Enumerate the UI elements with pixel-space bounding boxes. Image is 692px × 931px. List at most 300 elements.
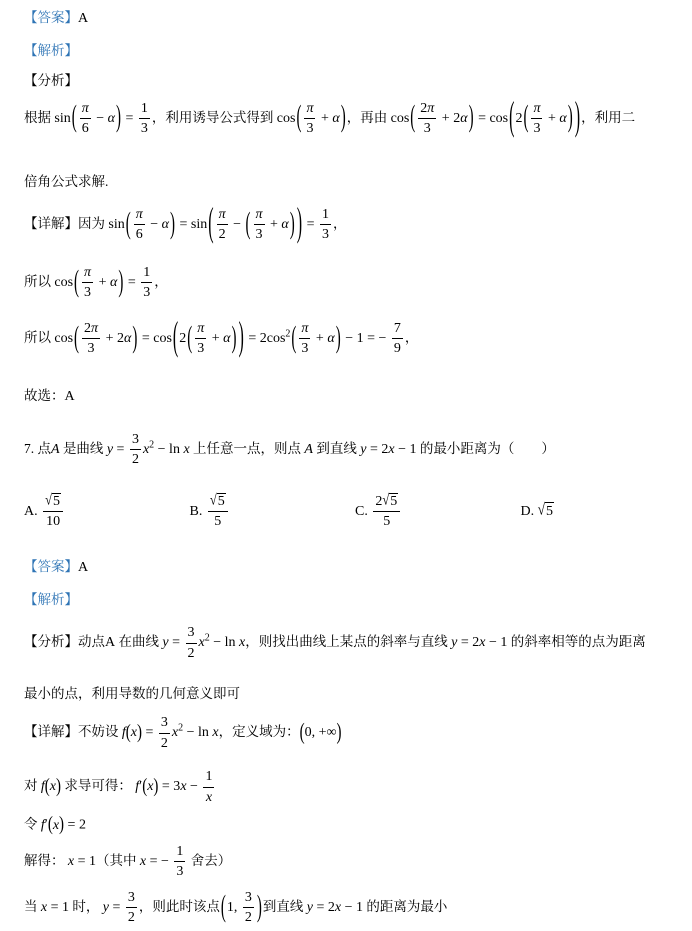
math-variable: y — [106, 441, 114, 457]
stretchy-paren-open: ( — [410, 101, 416, 135]
sqrt-radical — [382, 491, 398, 509]
math-roman: = 2 — [366, 441, 389, 457]
math-variable: x — [198, 635, 205, 651]
option-b — [190, 493, 356, 531]
numerator — [203, 768, 214, 788]
fraction — [418, 100, 436, 138]
math-roman: 2 — [84, 320, 92, 336]
math-roman: cos — [276, 110, 296, 126]
fenxi-para-q7 — [24, 624, 686, 662]
stretchy-paren-open: ( — [74, 321, 80, 355]
numerator — [43, 493, 63, 513]
stretchy-paren-close: ) — [335, 321, 341, 355]
math-variable: A — [51, 441, 60, 457]
cjk-text: ， — [154, 273, 168, 289]
math-variable: x — [147, 779, 154, 795]
cjk-text: 舍去） — [187, 852, 232, 868]
radicand — [389, 493, 398, 508]
math-roman: + — [208, 330, 224, 346]
math-variable: π — [91, 320, 99, 336]
numerator — [254, 206, 265, 226]
cjk-text: 【详解】不妨设 — [24, 724, 122, 740]
denominator — [134, 225, 145, 244]
fraction — [134, 206, 145, 244]
stretchy-paren-open: ( — [208, 202, 214, 245]
fraction — [174, 843, 185, 881]
denominator — [126, 908, 137, 927]
math-variable: π — [255, 206, 263, 222]
stretchy-paren-close: ) — [336, 720, 342, 746]
math-roman: cos — [489, 110, 509, 126]
math-variable: α — [161, 216, 169, 232]
math-variable: α — [460, 110, 468, 126]
stretchy-paren-close: ) — [55, 776, 61, 798]
numerator — [82, 264, 93, 284]
cjk-text: 7. 点 — [24, 440, 51, 456]
cjk-text: ，则此时该点 — [138, 898, 220, 914]
cjk-text: ， — [404, 329, 419, 345]
math-roman: 3 — [255, 227, 263, 243]
math-roman: = — [141, 725, 157, 741]
fraction — [82, 320, 100, 358]
math-roman: 1, — [226, 899, 241, 915]
math-roman: = — [303, 216, 319, 232]
denominator — [531, 119, 542, 138]
sqrt-radical — [537, 500, 554, 520]
math-roman: = — [474, 110, 490, 126]
let-line-q7 — [24, 814, 686, 837]
stretchy-paren-close: ) — [153, 776, 159, 798]
stretchy-paren-close: ) — [170, 207, 175, 241]
denominator — [80, 119, 91, 138]
stretchy-paren-open: ( — [245, 207, 251, 241]
numerator — [299, 320, 310, 340]
math-roman: 2 — [187, 645, 195, 661]
numerator — [126, 889, 137, 909]
stretchy-paren-close: ) — [340, 101, 346, 135]
math-roman: A — [64, 388, 75, 404]
cjk-text: 最小的点，利用导数的几何意义即可 — [24, 686, 240, 701]
math-variable: π — [197, 320, 205, 336]
math-roman: cos — [54, 274, 74, 290]
numerator — [159, 714, 170, 734]
paren-content — [80, 320, 132, 357]
numerator — [392, 320, 403, 340]
fraction — [299, 320, 310, 358]
stretchy-paren-close: ) — [256, 890, 262, 924]
math-roman: 2 — [160, 735, 168, 751]
radicand — [545, 502, 554, 518]
math-roman: 5 — [546, 504, 554, 520]
math-variable: π — [84, 264, 92, 280]
math-variable: α — [123, 330, 132, 346]
sqrt-radical — [209, 491, 226, 509]
paren-content — [193, 320, 231, 357]
denominator — [373, 512, 400, 531]
analysis-formula-para-q6 — [24, 96, 686, 139]
math-roman: cos — [153, 330, 172, 346]
fraction — [195, 320, 206, 358]
fraction — [159, 714, 170, 752]
denominator — [392, 339, 403, 358]
stretchy-paren-open: ( — [125, 207, 131, 241]
math-roman: = 2 — [312, 899, 335, 915]
superscript: 2 — [149, 439, 155, 451]
cjk-text: 根据 — [24, 109, 55, 125]
superscript: 2 — [285, 328, 291, 340]
math-roman: sin — [54, 110, 71, 126]
analysis-text-cont-q6 — [24, 172, 686, 192]
denominator — [217, 225, 228, 244]
option-label: B. — [189, 503, 206, 519]
stretchy-paren-open: ( — [296, 101, 302, 135]
math-variable: α — [281, 216, 289, 232]
math-roman: − ln — [209, 635, 240, 651]
denominator — [186, 644, 197, 663]
jiexi-label-q7 — [24, 590, 686, 610]
denominator — [299, 339, 310, 358]
math-variable: π — [306, 100, 314, 116]
option-a — [24, 493, 190, 531]
numerator — [304, 100, 315, 120]
math-variable: π — [301, 320, 309, 336]
option-label: A. — [24, 503, 42, 519]
math-roman: = 1 — [47, 899, 69, 915]
math-roman: 5 — [390, 493, 398, 509]
math-roman: 3 — [533, 121, 541, 136]
xiangjie-line2-q6 — [24, 264, 686, 302]
math-roman: A — [78, 559, 89, 575]
math-variable: y — [360, 441, 367, 457]
paren-content — [297, 320, 335, 357]
xiangjie-line1-q6 — [24, 202, 686, 245]
math-roman: 10 — [46, 514, 61, 530]
radical-sign-icon: √ — [209, 491, 217, 509]
math-variable: f — [40, 779, 45, 795]
math-roman: ′ — [44, 817, 48, 833]
math-variable: α — [109, 274, 118, 290]
math-roman: 5 — [383, 514, 391, 530]
stretchy-paren-close: ) — [116, 101, 121, 135]
math-roman: 5 — [214, 514, 222, 530]
stretchy-paren-close: ) — [238, 316, 244, 359]
math-roman: 9 — [393, 341, 401, 357]
stretchy-paren-open: ( — [172, 316, 179, 359]
math-roman: 5 — [217, 493, 225, 509]
math-roman: − ln — [154, 441, 184, 457]
math-roman: sin — [108, 216, 125, 232]
math-roman: 1 — [205, 769, 213, 785]
fraction — [304, 100, 315, 138]
denominator — [82, 339, 100, 358]
math-roman: 7 — [393, 320, 401, 336]
paren-content — [132, 206, 169, 243]
cjk-text: 故选： — [24, 387, 65, 403]
math-roman: − — [186, 779, 202, 795]
cjk-text: 所以 — [24, 329, 55, 345]
math-roman: 6 — [135, 227, 143, 243]
math-roman: 3 — [423, 121, 431, 136]
math-roman: = — [168, 635, 184, 651]
radical-sign-icon: √ — [45, 491, 52, 509]
fraction — [392, 320, 403, 358]
math-roman: = 2cos — [244, 330, 286, 346]
denominator — [418, 119, 436, 138]
radical-sign-icon: √ — [537, 500, 546, 519]
math-variable: α — [559, 110, 567, 126]
cjk-text: 时， — [69, 898, 103, 914]
math-variable: f — [40, 817, 45, 833]
fraction — [82, 264, 93, 302]
xiangjie-line1-q7 — [24, 714, 686, 752]
stretchy-paren-open: ( — [523, 101, 529, 135]
section-label: 【解析】 — [24, 43, 78, 58]
math-variable: α — [223, 330, 231, 346]
math-roman: = — [113, 441, 128, 457]
math-variable: x — [388, 441, 395, 457]
math-variable: y — [102, 899, 109, 915]
math-variable: y — [451, 635, 458, 651]
paren-content — [302, 100, 340, 136]
paren-content — [179, 320, 237, 357]
math-roman: − 1 — [341, 899, 363, 915]
solve-line-q7 — [24, 843, 686, 881]
guxuan-line-q6 — [24, 386, 686, 407]
math-roman: = 3 — [158, 779, 181, 795]
math-variable: π — [218, 206, 226, 222]
math-roman: 2 — [131, 452, 139, 468]
math-roman: 2 — [127, 910, 135, 926]
math-roman: + 2 — [102, 330, 124, 346]
paren-content — [252, 206, 289, 243]
math-roman: + — [312, 330, 328, 346]
stretchy-paren-open: ( — [299, 720, 305, 746]
math-roman: 3 — [84, 285, 92, 301]
cjk-text: 求导可得： — [60, 778, 136, 794]
math-roman: 2 — [179, 330, 187, 346]
cjk-text: 解得： — [24, 852, 68, 868]
math-variable: x — [183, 441, 190, 457]
superscript: 2 — [178, 722, 184, 734]
paren-content — [515, 100, 573, 136]
math-roman: 3 — [322, 227, 330, 243]
stretchy-paren-open: ( — [74, 265, 80, 299]
math-roman: + — [317, 110, 333, 126]
fraction — [217, 206, 228, 244]
answer-line-q6 — [24, 8, 686, 29]
question-7-stem — [24, 431, 686, 469]
paren-content — [78, 100, 115, 136]
option-d — [521, 501, 687, 522]
math-roman: 3 — [301, 341, 309, 357]
math-roman: cos — [54, 330, 74, 346]
section-label: 【答案】 — [24, 10, 78, 25]
math-variable: y — [162, 635, 169, 651]
math-roman: − 1 — [485, 635, 508, 651]
fraction — [141, 264, 152, 302]
fraction — [186, 624, 197, 662]
math-variable: y — [306, 899, 313, 915]
cjk-text: ， — [333, 215, 347, 231]
math-roman: 3 — [176, 864, 184, 880]
math-variable: f — [121, 725, 126, 741]
math-roman: 2 — [515, 110, 523, 126]
math-variable: α — [327, 330, 335, 346]
cjk-text: 所以 — [24, 273, 55, 289]
math-variable: α — [332, 110, 340, 126]
cjk-text: 到直线 — [262, 898, 307, 914]
numerator — [130, 431, 141, 451]
math-roman: cos — [390, 110, 410, 126]
numerator — [141, 264, 152, 284]
stretchy-paren-open: ( — [47, 814, 53, 836]
stretchy-paren-open: ( — [44, 776, 50, 798]
denominator — [243, 908, 254, 927]
math-variable: π — [427, 100, 435, 116]
denominator — [139, 119, 150, 138]
paren-content — [80, 264, 118, 301]
fenxi-label-q6 — [24, 71, 686, 91]
numerator — [195, 320, 206, 340]
math-roman: 0, +∞ — [304, 725, 337, 741]
cjk-text: ，利用二 — [581, 109, 636, 125]
cjk-text: ，定义域为： — [218, 724, 300, 740]
cjk-text: 对 — [24, 778, 41, 794]
math-variable: x — [334, 899, 342, 915]
math-roman: 6 — [81, 121, 89, 136]
jiexi-label-q6 — [24, 41, 686, 61]
math-roman: 3 — [160, 715, 168, 731]
math-roman: − 1 — [394, 441, 417, 457]
stretchy-paren-open: ( — [187, 321, 193, 355]
math-roman: − 1 = − — [341, 330, 390, 346]
stretchy-paren-open: ( — [71, 101, 77, 135]
paren-content — [226, 889, 256, 926]
superscript: 2 — [204, 632, 210, 644]
numerator — [174, 843, 185, 863]
sqrt-radical — [45, 491, 61, 509]
math-roman: 3 — [140, 121, 148, 136]
math-roman: − ln — [183, 725, 213, 741]
numerator — [80, 100, 91, 120]
cjk-text: 【分析】动点 — [24, 634, 105, 650]
fraction — [373, 493, 400, 531]
paren-content — [305, 724, 337, 739]
math-roman: = 2 — [457, 635, 480, 651]
cjk-text: 在曲线 — [115, 634, 163, 650]
numerator — [139, 100, 150, 120]
conclusion-line-q7 — [24, 889, 686, 927]
fenxi-text-cont-q7 — [24, 684, 686, 704]
fraction — [320, 206, 331, 244]
numerator — [82, 320, 100, 340]
radicand — [217, 493, 226, 508]
cjk-text: 当 — [24, 898, 41, 914]
paren-content — [529, 100, 567, 136]
math-roman: + — [266, 216, 282, 232]
math-roman: = 1 — [74, 853, 96, 869]
math-roman: 1 — [322, 206, 330, 222]
numerator — [217, 206, 228, 226]
math-roman: 3 — [244, 889, 252, 905]
fraction — [126, 889, 137, 927]
fraction — [254, 206, 265, 244]
math-variable: f — [135, 779, 140, 795]
options-row-q7 — [24, 493, 686, 531]
math-roman: 5 — [53, 493, 60, 509]
option-c — [355, 493, 521, 531]
math-roman: = — [176, 216, 191, 232]
numerator — [134, 206, 145, 226]
fraction — [531, 100, 542, 138]
math-roman: = — [138, 330, 154, 346]
math-roman: = — [122, 110, 137, 126]
cjk-text: 【分析】 — [24, 73, 78, 89]
stretchy-paren-close: ) — [136, 722, 142, 744]
cjk-text: 上任意一点，则点 — [189, 440, 305, 456]
math-variable: x — [52, 817, 60, 833]
radicand — [52, 493, 61, 508]
option-label: C. — [355, 503, 372, 519]
math-variable: x — [212, 725, 219, 741]
fraction — [139, 100, 150, 138]
math-roman: 3 — [187, 625, 195, 640]
math-roman: 3 — [127, 889, 135, 905]
math-roman: = 2 — [64, 817, 86, 833]
denominator — [320, 225, 331, 244]
fraction — [203, 768, 214, 806]
cjk-text: ，则找出曲线上某点的斜率与直线 — [245, 634, 452, 650]
stretchy-paren-close: ) — [132, 321, 138, 355]
math-roman: 3 — [87, 341, 95, 357]
cjk-text: ，利用诱导公式得到 — [151, 109, 277, 125]
math-roman: − — [229, 216, 245, 232]
math-variable: x — [239, 635, 246, 651]
math-variable: x — [479, 635, 486, 651]
math-variable: x — [180, 779, 187, 795]
stretchy-paren-close: ) — [59, 814, 65, 836]
math-roman: 1 — [140, 100, 148, 116]
stretchy-paren-close: ) — [574, 96, 581, 139]
denominator — [82, 283, 93, 302]
paren-content — [416, 100, 468, 136]
denominator — [130, 450, 141, 469]
stretchy-paren-open: ( — [125, 722, 131, 744]
section-label: 【解析】 — [24, 591, 78, 607]
stretchy-paren-close: ) — [296, 202, 303, 245]
denominator — [174, 862, 185, 881]
math-variable: x — [130, 725, 137, 741]
math-roman: 2 — [375, 493, 383, 509]
cjk-text: 到直线 — [312, 440, 361, 456]
math-roman: 3 — [197, 341, 205, 357]
math-roman: 3 — [143, 285, 151, 301]
stretchy-paren-open: ( — [220, 890, 226, 924]
math-roman: 3 — [306, 121, 314, 136]
math-roman: 1 — [143, 264, 151, 280]
math-roman: 2 — [244, 910, 252, 926]
denominator — [195, 339, 206, 358]
math-variable: x — [171, 725, 179, 741]
math-roman: 3 — [131, 431, 139, 447]
denominator — [304, 119, 315, 138]
paren-content — [215, 206, 296, 243]
math-roman: = — [108, 899, 124, 915]
numerator — [418, 100, 436, 120]
stretchy-paren-close: ) — [567, 101, 573, 135]
math-variable: π — [81, 100, 89, 116]
math-variable: π — [135, 206, 143, 222]
